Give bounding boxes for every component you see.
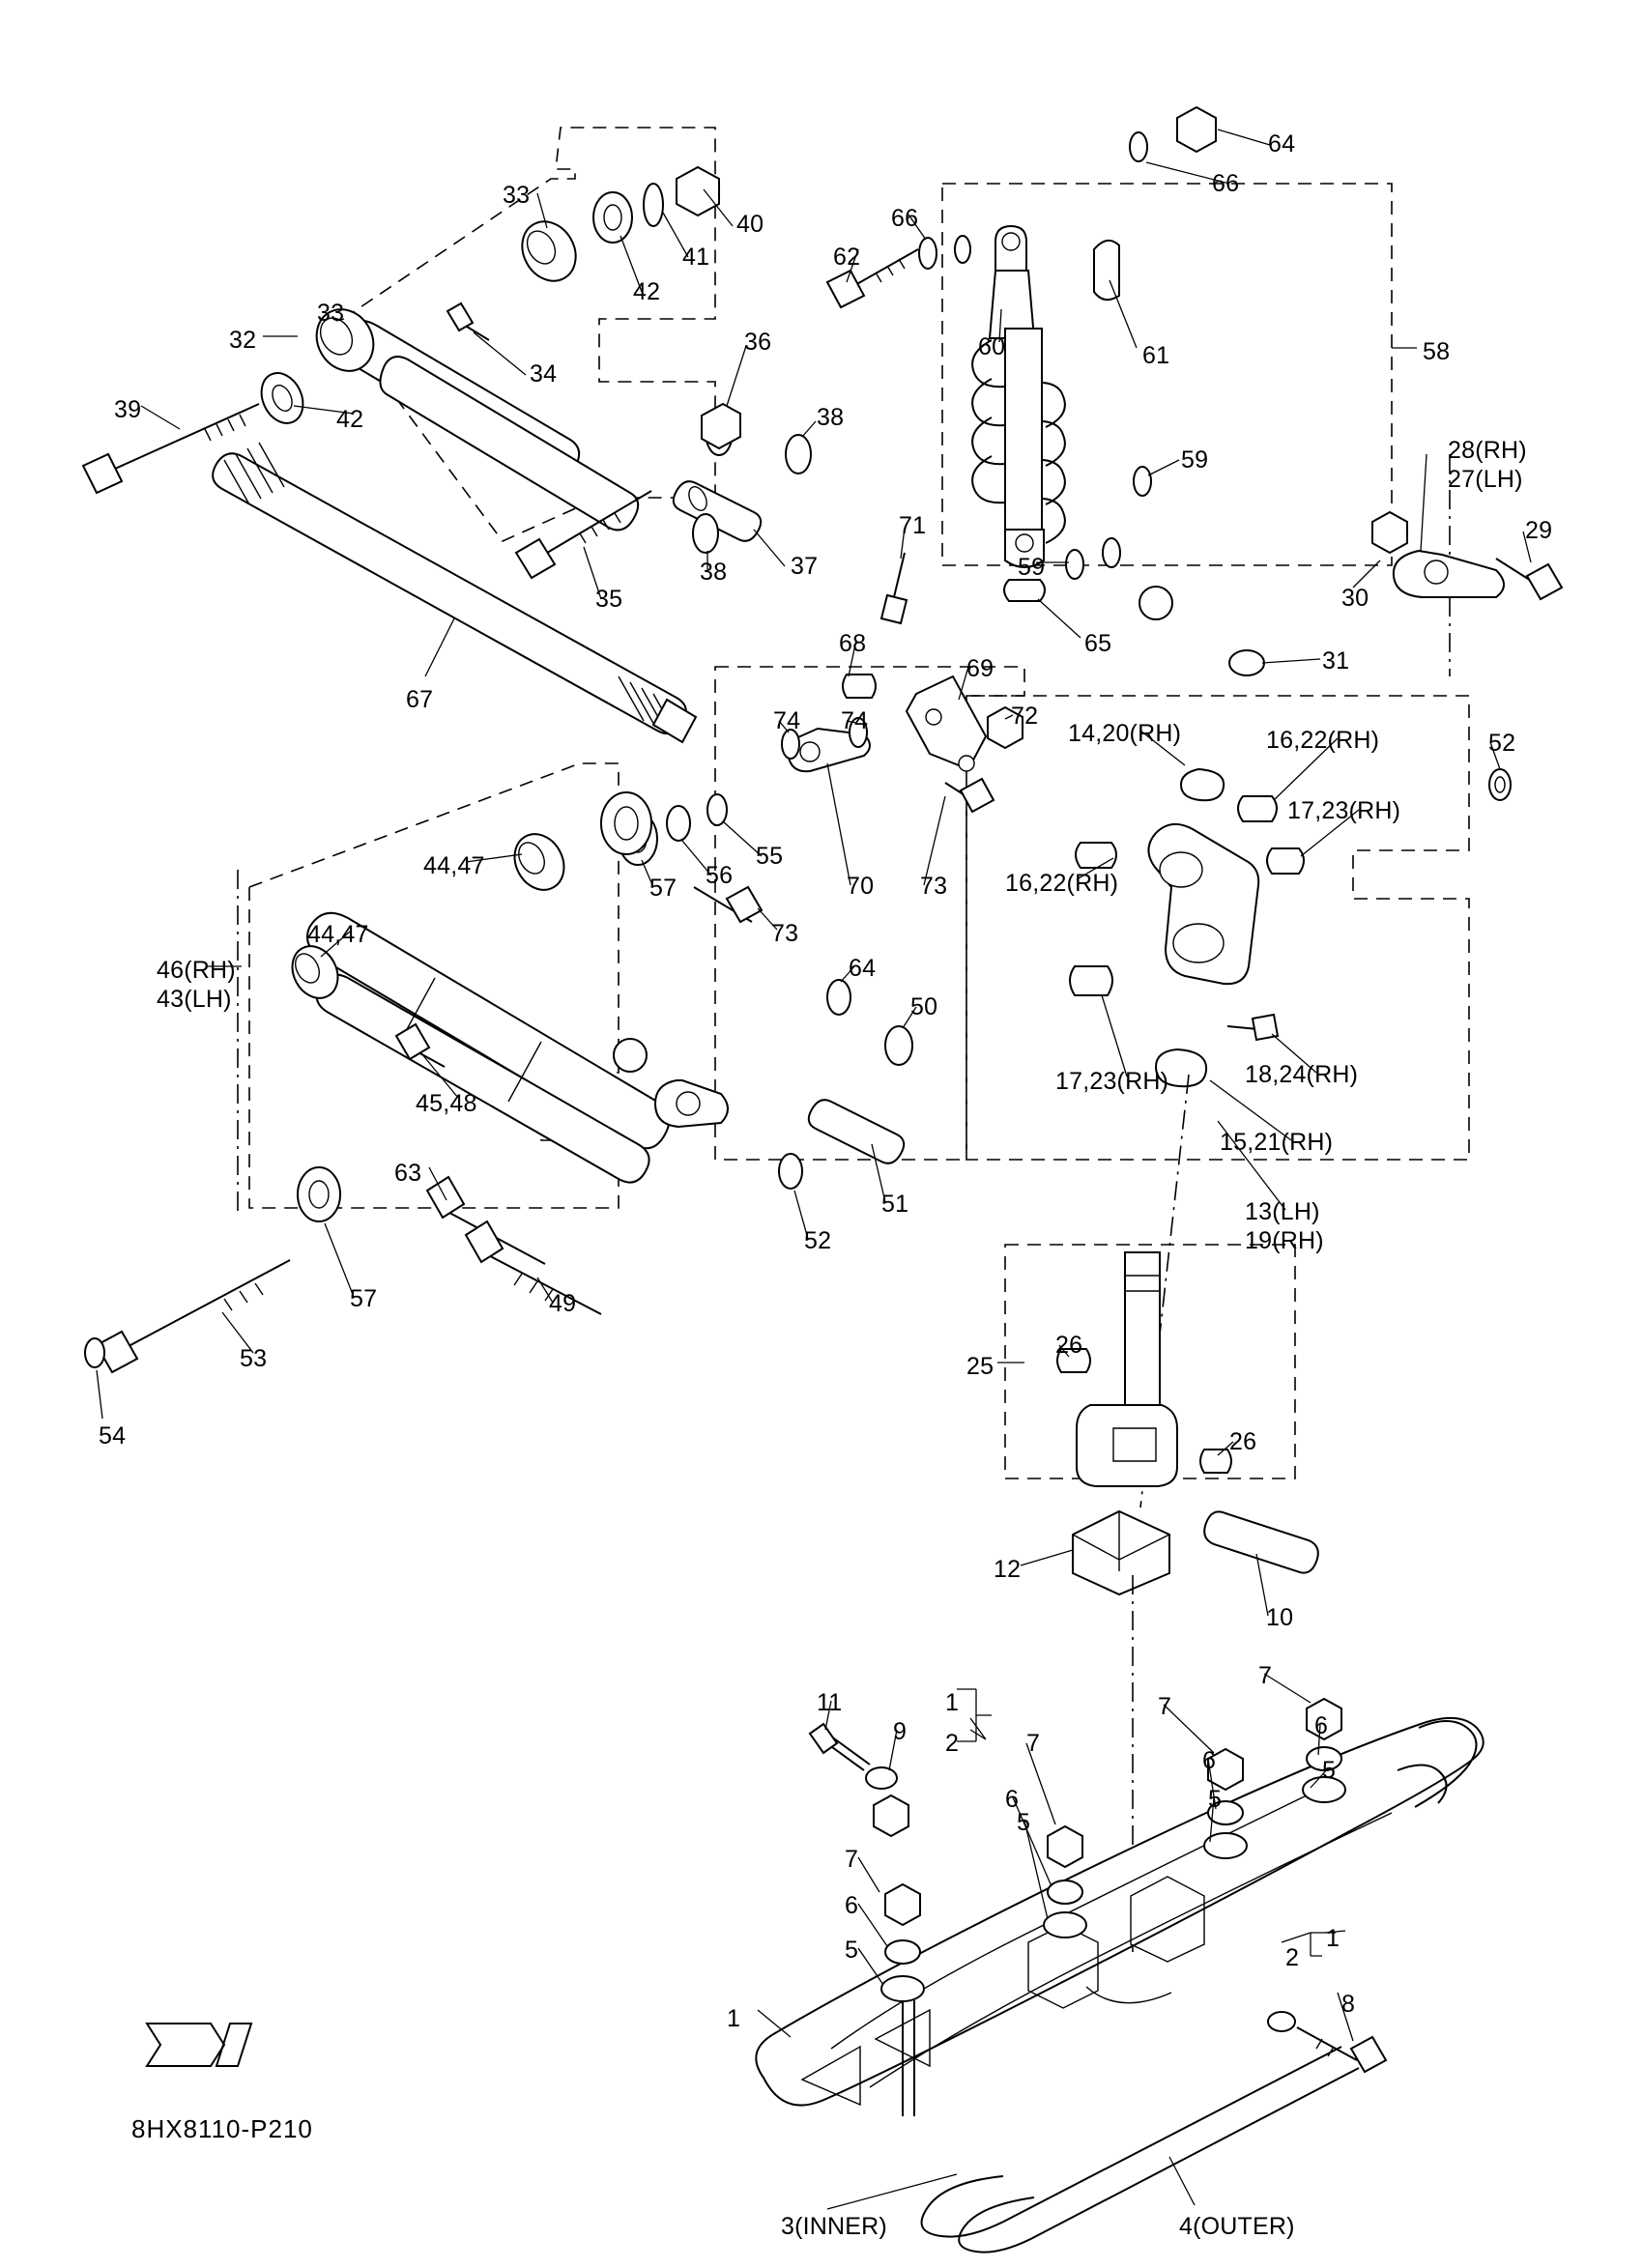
part-label: 30 (1341, 585, 1369, 612)
part-label: 31 (1322, 647, 1350, 675)
part-label: 27(LH) (1448, 466, 1523, 493)
part-label: 71 (899, 512, 927, 539)
part-label: 42 (336, 406, 364, 433)
part-label: 5 (845, 1937, 859, 1964)
part-label: 74 (841, 707, 869, 734)
part-label: 41 (682, 244, 710, 271)
part-label: 35 (595, 586, 623, 613)
part-label: 59 (1018, 554, 1046, 581)
part-label: 38 (817, 404, 845, 431)
ski-assembly-group (756, 1699, 1483, 2253)
part-label: 3(INNER) (781, 2213, 887, 2240)
part-label: 10 (1266, 1604, 1294, 1631)
part-label: 5 (1017, 1809, 1031, 1836)
part-label: 60 (978, 333, 1006, 360)
part-label: 16,22(RH) (1266, 727, 1380, 754)
part-label: 7 (1258, 1662, 1273, 1689)
part-label: 6 (1314, 1712, 1329, 1739)
part-label: 37 (791, 553, 819, 580)
part-label: 7 (1026, 1730, 1041, 1757)
part-label: 4(OUTER) (1179, 2213, 1295, 2240)
part-label: 25 (966, 1353, 994, 1380)
part-label: 40 (736, 211, 764, 238)
part-label: 33 (503, 182, 531, 209)
part-label: 57 (350, 1285, 378, 1312)
part-label: 68 (839, 630, 867, 657)
upper-a-arm-group (83, 128, 811, 742)
part-label: 7 (1158, 1693, 1172, 1720)
part-label: 15,21(RH) (1220, 1129, 1334, 1156)
part-label: 43(LH) (157, 986, 232, 1013)
lower-a-arm-group (85, 763, 912, 1372)
part-label: 63 (394, 1160, 422, 1187)
shock-absorber-group (827, 107, 1392, 619)
part-label: 38 (700, 559, 728, 586)
knuckle-group (966, 650, 1511, 1507)
part-label: 12 (994, 1556, 1022, 1583)
part-label: 49 (549, 1290, 577, 1317)
part-label: 54 (99, 1422, 127, 1450)
part-label: 2 (1285, 1944, 1300, 1971)
part-label: 42 (633, 278, 661, 305)
part-label: 57 (649, 875, 677, 902)
part-label: 69 (966, 655, 994, 682)
part-label: 6 (1202, 1747, 1217, 1774)
diagram-code: 8HX8110-P210 (131, 2114, 313, 2143)
part-label: 34 (530, 360, 558, 388)
part-label: 74 (773, 707, 801, 734)
part-label: 55 (756, 843, 784, 870)
part-label: 36 (744, 329, 772, 356)
part-label: 6 (1005, 1786, 1020, 1813)
part-label: 5 (1208, 1786, 1223, 1813)
part-label: 17,23(RH) (1055, 1068, 1169, 1095)
part-label: 73 (771, 920, 799, 947)
part-label: 7 (845, 1846, 859, 1873)
part-label: 45,48 (416, 1090, 477, 1117)
part-label: 1 (727, 2005, 741, 2032)
part-label: 9 (893, 1718, 908, 1745)
part-label: 52 (1488, 730, 1516, 757)
part-label: 53 (240, 1345, 268, 1372)
part-label: 44,47 (307, 921, 369, 948)
part-label: 33 (317, 300, 345, 327)
part-label: 28(RH) (1448, 437, 1527, 464)
part-label: 29 (1525, 517, 1553, 544)
part-label: 18,24(RH) (1245, 1061, 1359, 1088)
part-label: 17,23(RH) (1287, 797, 1401, 824)
part-label: 65 (1084, 630, 1112, 657)
tie-rod-link-group (619, 553, 1024, 1160)
part-label: 6 (845, 1892, 859, 1919)
part-label: 61 (1142, 342, 1170, 369)
part-label: 14,20(RH) (1068, 720, 1182, 747)
part-label: 73 (920, 873, 948, 900)
part-label: 26 (1055, 1332, 1083, 1359)
part-label: 5 (1322, 1757, 1337, 1784)
part-label: 67 (406, 686, 434, 713)
part-label: 1 (1326, 1925, 1340, 1952)
part-label: 39 (114, 396, 142, 423)
part-label: 2 (945, 1730, 960, 1757)
part-label: 1 (945, 1689, 960, 1716)
part-label: 8 (1341, 1991, 1356, 2018)
part-label: 72 (1011, 703, 1039, 730)
part-label: 64 (1268, 130, 1296, 158)
part-label: 26 (1229, 1428, 1257, 1455)
part-label: 51 (881, 1191, 909, 1218)
part-label: 59 (1181, 446, 1209, 474)
part-label: 64 (849, 955, 877, 982)
part-label: 56 (706, 862, 734, 889)
part-label: 66 (891, 205, 919, 232)
fwd-label: FWD (162, 2031, 220, 2058)
part-label: 58 (1423, 338, 1451, 365)
part-label: 44,47 (423, 852, 485, 879)
part-label: 32 (229, 327, 257, 354)
part-label: 70 (847, 873, 875, 900)
part-label: 19(RH) (1245, 1227, 1324, 1254)
part-label: 46(RH) (157, 957, 236, 984)
part-label: 62 (833, 244, 861, 271)
part-label: 11 (817, 1689, 843, 1716)
part-label: 52 (804, 1227, 832, 1254)
part-label: 66 (1212, 170, 1240, 197)
part-label: 13(LH) (1245, 1198, 1320, 1225)
part-label: 16,22(RH) (1005, 870, 1119, 897)
part-label: 50 (910, 993, 938, 1020)
